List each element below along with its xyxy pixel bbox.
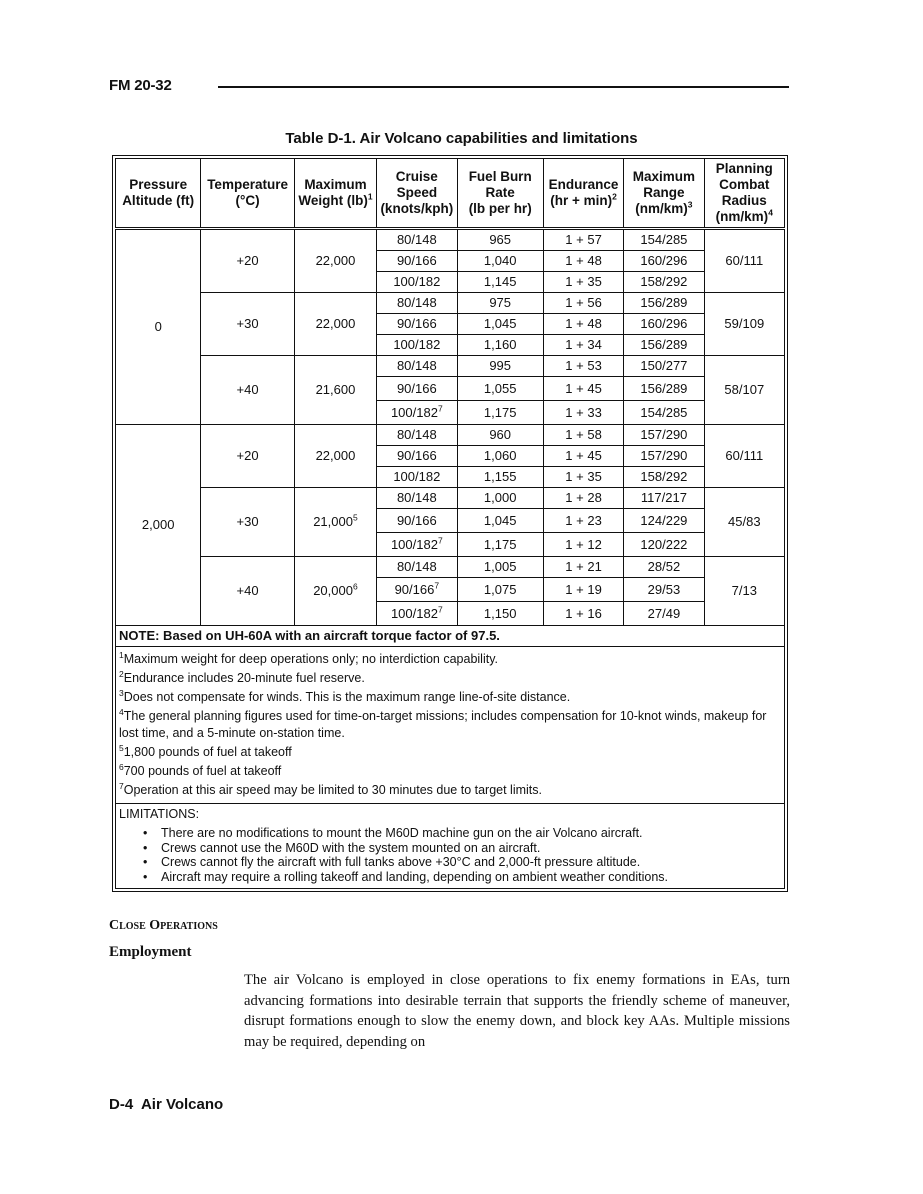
speed-cell: [377, 602, 457, 626]
column-header-line: (knots/kph): [380, 201, 454, 216]
limitation-item: [143, 826, 781, 841]
speed-value: 80/148: [396, 490, 437, 505]
speed-value: 100/182: [390, 537, 438, 552]
limitation-item: [143, 855, 781, 870]
bullet-icon: •: [143, 840, 148, 855]
speed-cell: [377, 533, 457, 557]
footnote-ref: 7: [434, 580, 440, 591]
column-header-line: Fuel Burn: [468, 169, 532, 184]
speed-cell: [377, 488, 457, 509]
speed-cell: [377, 293, 457, 314]
footnote-text: Operation at this air speed may be limited to 30 minutes due to target limits.: [123, 783, 542, 797]
combat-radius-cell: 59/109: [704, 293, 784, 356]
temperature-cell: +40: [201, 356, 294, 425]
range-cell: 160/296: [624, 251, 704, 272]
column-header: [294, 159, 376, 229]
endurance-cell: 1 + 34: [543, 335, 623, 356]
footnote-number: 2: [119, 668, 124, 679]
limitation-item: [143, 841, 781, 856]
footnote: [119, 782, 781, 799]
footnote-number: 7: [119, 780, 124, 791]
page-footer: D-4 Air Volcano: [109, 1096, 224, 1113]
speed-cell: [377, 314, 457, 335]
range-cell: 156/289: [624, 377, 704, 401]
footnote: [119, 651, 781, 668]
range-cell: 157/290: [624, 425, 704, 446]
weight-cell: [294, 557, 376, 626]
weight-cell: [294, 425, 376, 488]
endurance-cell: 1 + 48: [543, 314, 623, 335]
column-header-line: Planning: [715, 161, 773, 176]
footnote: [119, 689, 781, 706]
endurance-cell: 1 + 16: [543, 602, 623, 626]
temperature-cell: +30: [201, 488, 294, 557]
endurance-cell: 1 + 57: [543, 229, 623, 251]
endurance-cell: 1 + 45: [543, 377, 623, 401]
fuel-burn-cell: 1,150: [457, 602, 543, 626]
weight-cell: [294, 488, 376, 557]
column-header: [624, 159, 704, 229]
speed-value: 80/148: [396, 232, 437, 247]
speed-value: 80/148: [396, 559, 437, 574]
combat-radius-cell: 60/111: [704, 425, 784, 488]
fuel-burn-cell: 995: [457, 356, 543, 377]
column-header: [201, 159, 294, 229]
speed-cell: [377, 229, 457, 251]
endurance-cell: 1 + 23: [543, 509, 623, 533]
endurance-cell: 1 + 45: [543, 446, 623, 467]
limitation-text: Crews cannot fly the aircraft with full tanks above +30°C and 2,000-ft pressure altitude.: [161, 855, 641, 869]
weight-value: 20,000: [313, 583, 353, 598]
table-row: [116, 557, 785, 578]
temperature-cell: +40: [201, 557, 294, 626]
weight-cell: [294, 356, 376, 425]
altitude-cell: 2,000: [116, 425, 201, 626]
fuel-burn-cell: 1,005: [457, 557, 543, 578]
footnote-text: The general planning figures used for time-on-target missions; includes compensation for 10-knot winds, makeup for lost time, and a 5-minute on-station time.: [119, 709, 767, 740]
range-cell: 158/292: [624, 272, 704, 293]
endurance-cell: 1 + 33: [543, 401, 623, 425]
speed-value: 90/166: [396, 316, 437, 331]
column-header-line: (°C): [235, 193, 260, 208]
table-row: [116, 488, 785, 509]
combat-radius-cell: 45/83: [704, 488, 784, 557]
footnote-ref: 1: [367, 191, 373, 202]
column-header-line: Radius: [721, 193, 767, 208]
footnote-number: 4: [119, 706, 124, 717]
footnote: [119, 763, 781, 780]
footnote-ref: 3: [687, 199, 693, 210]
footnote-text: 1,800 pounds of fuel at takeoff: [123, 745, 292, 759]
speed-cell: [377, 272, 457, 293]
fuel-burn-cell: 1,160: [457, 335, 543, 356]
endurance-cell: 1 + 56: [543, 293, 623, 314]
footnote-ref: 6: [352, 581, 358, 592]
weight-cell: [294, 293, 376, 356]
range-cell: 27/49: [624, 602, 704, 626]
column-header-line: (nm/km): [635, 201, 688, 216]
column-header-line: Endurance: [548, 177, 619, 192]
combat-radius-cell: 7/13: [704, 557, 784, 626]
weight-value: 21,000: [313, 514, 353, 529]
range-cell: 150/277: [624, 356, 704, 377]
endurance-cell: 1 + 53: [543, 356, 623, 377]
column-header: [116, 159, 201, 229]
speed-cell: [377, 509, 457, 533]
footnote-number: 6: [119, 761, 124, 772]
column-header: [543, 159, 623, 229]
column-header-line: Speed: [396, 185, 438, 200]
footnote-text: 700 pounds of fuel at takeoff: [123, 764, 282, 778]
speed-cell: [377, 377, 457, 401]
weight-value: 22,000: [315, 316, 356, 331]
footnote-text: Does not compensate for winds. This is the maximum range line-of-site distance.: [123, 690, 571, 704]
bullet-icon: •: [143, 855, 148, 869]
endurance-cell: 1 + 12: [543, 533, 623, 557]
weight-value: 22,000: [315, 448, 356, 463]
footnote-ref: 2: [612, 191, 617, 202]
column-header-line: (hr + min): [550, 193, 613, 208]
endurance-cell: 1 + 48: [543, 251, 623, 272]
fuel-burn-cell: 1,145: [457, 272, 543, 293]
limitation-item: [143, 870, 781, 885]
fuel-burn-cell: 1,045: [457, 509, 543, 533]
sub-heading: Employment: [109, 944, 192, 960]
speed-cell: [377, 425, 457, 446]
speed-value: 90/166: [394, 582, 435, 597]
speed-cell: [377, 578, 457, 602]
temperature-cell: +20: [201, 229, 294, 293]
range-cell: 156/289: [624, 293, 704, 314]
fuel-burn-cell: 1,055: [457, 377, 543, 401]
range-cell: 160/296: [624, 314, 704, 335]
column-header-line: Rate: [485, 185, 515, 200]
speed-value: 90/166: [396, 448, 437, 463]
weight-value: 22,000: [315, 253, 356, 268]
speed-value: 80/148: [396, 295, 437, 310]
range-cell: 124/229: [624, 509, 704, 533]
capabilities-table-frame: [112, 155, 788, 892]
speed-value: 100/182: [393, 469, 441, 484]
bullet-icon: •: [143, 869, 148, 884]
column-header-line: Temperature: [207, 177, 288, 192]
footnote-ref: 7: [437, 403, 443, 414]
endurance-cell: 1 + 21: [543, 557, 623, 578]
altitude-cell: 0: [116, 229, 201, 425]
footnote: [119, 744, 781, 761]
manual-id: FM 20-32: [109, 77, 172, 94]
fuel-burn-cell: 975: [457, 293, 543, 314]
column-header: [377, 159, 457, 229]
column-header-line: Weight (lb): [298, 193, 368, 208]
column-header-line: Cruise: [395, 169, 438, 184]
temperature-cell: +20: [201, 425, 294, 488]
range-cell: 117/217: [624, 488, 704, 509]
column-header-line: Pressure: [129, 177, 188, 192]
fuel-burn-cell: 1,175: [457, 533, 543, 557]
range-cell: 157/290: [624, 446, 704, 467]
footnote-ref: 5: [352, 512, 358, 523]
temperature-cell: +30: [201, 293, 294, 356]
weight-value: 21,600: [315, 382, 356, 397]
table-note: NOTE: Based on UH-60A with an aircraft torque factor of 97.5.: [116, 626, 785, 647]
footnote-number: 5: [119, 742, 124, 753]
column-header-line: Maximum: [304, 177, 367, 192]
capabilities-table: [115, 158, 785, 889]
speed-cell: [377, 557, 457, 578]
range-cell: 29/53: [624, 578, 704, 602]
table-row: [116, 356, 785, 377]
footnotes: [116, 647, 785, 804]
limitations-row: [116, 804, 785, 889]
limitations-list: [119, 826, 781, 884]
fuel-burn-cell: 1,060: [457, 446, 543, 467]
speed-cell: [377, 356, 457, 377]
speed-value: 90/166: [396, 513, 437, 528]
limitation-text: Aircraft may require a rolling takeoff and landing, depending on ambient weather conditions.: [161, 869, 669, 884]
range-cell: 154/285: [624, 401, 704, 425]
endurance-cell: 1 + 58: [543, 425, 623, 446]
speed-value: 80/148: [396, 358, 437, 373]
table-row: [116, 425, 785, 446]
footnote-ref: 4: [768, 207, 773, 218]
speed-cell: [377, 335, 457, 356]
fuel-burn-cell: 965: [457, 229, 543, 251]
fuel-burn-cell: 1,040: [457, 251, 543, 272]
footnote-text: Maximum weight for deep operations only; no interdiction capability.: [123, 652, 499, 666]
speed-cell: [377, 251, 457, 272]
weight-cell: [294, 229, 376, 293]
speed-value: 80/148: [396, 427, 437, 442]
combat-radius-cell: 60/111: [704, 229, 784, 293]
column-header-line: Altitude (ft): [122, 193, 195, 208]
body-paragraph: The air Volcano is employed in close operations to fix enemy formations in EAs, turn advancing formations into desirable terrain that supports the friendly scheme of maneuver, disrupt formations enough to slow the enemy down, and block key AAs. Multiple missions may be required, depending on: [244, 972, 790, 1050]
limitation-text: Crews cannot use the M60D with the system mounted on an aircraft.: [161, 840, 541, 855]
speed-value: 100/182: [393, 337, 441, 352]
section-heading: Close Operations: [109, 918, 218, 933]
column-header-line: (lb per hr): [468, 201, 532, 216]
speed-cell: [377, 467, 457, 488]
footnote-ref: 7: [437, 535, 443, 546]
column-header-line: (nm/km): [715, 209, 769, 224]
footnote: [119, 670, 781, 687]
endurance-cell: 1 + 28: [543, 488, 623, 509]
column-header: [457, 159, 543, 229]
range-cell: 28/52: [624, 557, 704, 578]
column-header-line: Combat: [719, 177, 770, 192]
range-cell: 158/292: [624, 467, 704, 488]
note-row: [116, 626, 785, 647]
fuel-burn-cell: 1,045: [457, 314, 543, 335]
column-header: [704, 159, 784, 229]
fuel-burn-cell: 960: [457, 425, 543, 446]
footnote-text: Endurance includes 20-minute fuel reserve.: [123, 671, 365, 685]
speed-cell: [377, 401, 457, 425]
speed-value: 100/182: [390, 606, 438, 621]
endurance-cell: 1 + 19: [543, 578, 623, 602]
speed-value: 100/182: [390, 405, 438, 420]
combat-radius-cell: 58/107: [704, 356, 784, 425]
table-title: Table D-1. Air Volcano capabilities and limitations: [285, 130, 638, 147]
header-rule: [218, 86, 789, 88]
fuel-burn-cell: 1,075: [457, 578, 543, 602]
bullet-icon: •: [143, 826, 148, 840]
column-header-line: Maximum: [632, 169, 696, 184]
speed-cell: [377, 446, 457, 467]
speed-value: 90/166: [396, 253, 437, 268]
endurance-cell: 1 + 35: [543, 272, 623, 293]
range-cell: 156/289: [624, 335, 704, 356]
footnotes-row: [116, 647, 785, 804]
table-row: [116, 229, 785, 251]
limitation-text: There are no modifications to mount the M60D machine gun on the air Volcano aircraft.: [161, 826, 643, 840]
fuel-burn-cell: 1,155: [457, 467, 543, 488]
endurance-cell: 1 + 35: [543, 467, 623, 488]
limitations-label: LIMITATIONS:: [119, 807, 200, 821]
fuel-burn-cell: 1,175: [457, 401, 543, 425]
footnote: [119, 708, 781, 742]
column-header-line: Range: [643, 185, 685, 200]
speed-value: 100/182: [393, 274, 441, 289]
footnote-ref: 7: [437, 604, 443, 615]
speed-value: 90/166: [396, 381, 437, 396]
footnote-number: 1: [119, 649, 124, 660]
range-cell: 154/285: [624, 229, 704, 251]
table-row: [116, 293, 785, 314]
fuel-burn-cell: 1,000: [457, 488, 543, 509]
range-cell: 120/222: [624, 533, 704, 557]
limitations: [116, 804, 785, 889]
footnote-number: 3: [119, 687, 124, 698]
table-header-row: [116, 159, 785, 229]
